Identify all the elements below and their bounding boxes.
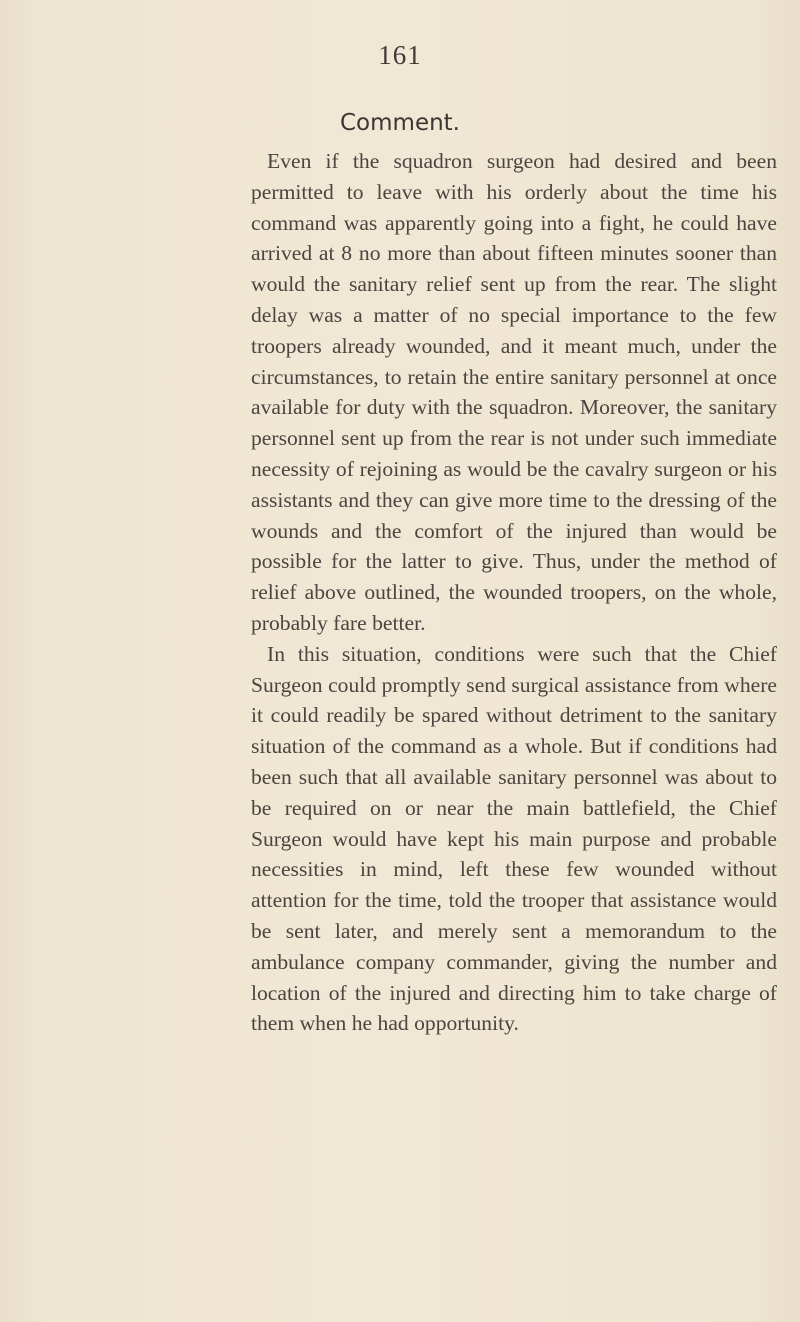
paragraph-1: Even if the squadron surgeon had desired and been permitted to leave with his orderly about the time his command was apparently going into a fight, he could have arrived at 8 no more than about fifteen minutes sooner than would the sanitary relief sent up from the rear. The slight delay was a matter of no special importance to the few troopers already wounded, and it meant much, under the circumstances, to retain the entire sanitary personnel at once available for duty with the squadron. Moreover, the sanitary personnel sent up from the rear is not under such immediate necessity of rejoining as would be the cavalry surgeon or his assistants and they can give more time to the dressing of the wounds and the comfort of the injured than would be possible for the latter to give. Thus, under the method of relief above outlined, the wounded troopers, on the whole, probably fare better.: [251, 149, 777, 635]
paragraph-2: In this situation, conditions were such that the Chief Surgeon could promptly send surgical assistance from where it could readily be spared without detriment to the sanitary situation of the command as a whole. But if conditions had been such that all available sanitary personnel was about to be required on or near the main battlefield, the Chief Surgeon would have kept his main purpose and probable necessities in mind, left these few wounded without attention for the time, told the trooper that assistance would be sent later, and merely sent a memorandum to the ambulance company commander, giving the number and location of the injured and directing him to take charge of them when he had opportunity.: [251, 641, 777, 1036]
page-number: 161: [378, 40, 422, 70]
body-text: [251, 146, 777, 1039]
section-heading: Comment.: [340, 110, 460, 136]
